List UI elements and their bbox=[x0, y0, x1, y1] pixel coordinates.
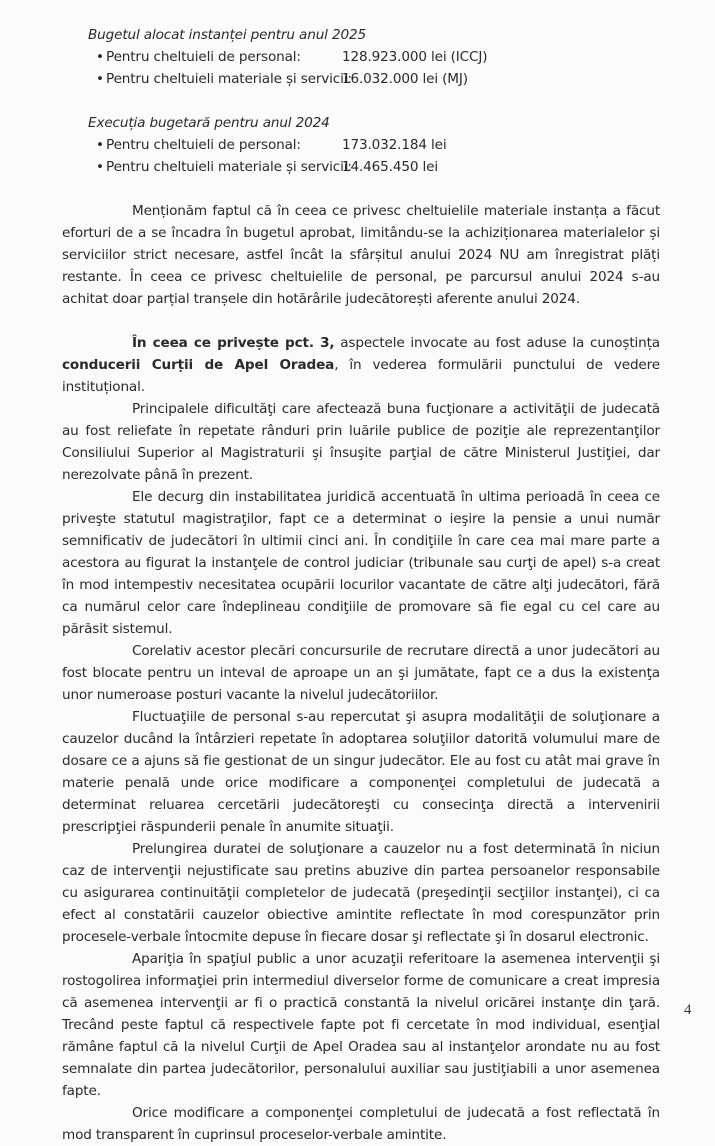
bullet-icon: • bbox=[96, 49, 104, 65]
budget-2025-item: • Pentru cheltuieli de personal: 128.923.000 lei (ICCJ) bbox=[96, 46, 660, 68]
paragraph: Corelativ acestor plecări concursurile de recrutare directă a unor judecători au fost blocate pentru un inteval de aproape un an şi jumătate, fapt ce a dus la existenţa unor numeroase posturi vacante la nivelul judecătoriilor. bbox=[62, 643, 660, 703]
paragraph: Principalele dificultăţi care afectează buna fucţionare a activităţii de judecată au fost reliefate în repetate rânduri prin luările publice de poziţie ale reprezentanţilor Consiliului Superior al Magistraturii şi însuşite parţial de către Ministerul Justiţiei, dar nerezolvate până în prezent. bbox=[62, 401, 660, 483]
bullet-icon: • bbox=[96, 159, 104, 175]
paragraph: Prelungirea duratei de soluţionare a cauzelor nu a fost determinată în niciun caz de intervenţii nejustificate sau pretins abuzive din partea persoanelor responsabile cu asigurarea continuităţii completelor de judecată (preşedinţii secţiilor instanţei), ci ca efect al constatării cauzelor obiective amintite reflectate în mod corespunzător prin procesele-verbale întocmite depuse în fiecare dosar şi reflectate şi în dosarul electronic. bbox=[62, 841, 660, 945]
bullet-icon: • bbox=[96, 71, 104, 87]
bullet-icon: • bbox=[96, 137, 104, 153]
paragraph: Menționăm faptul că în ceea ce privesc cheltuielile materiale instanța a făcut eforturi de a se încadra în bugetul aprobat, limitându-se la achiziționarea materialelor și serviciilor strict necesare, astfel încât la sfârșitul anului 2024 NU am înregistrat plăți restante. În ceea ce privesc cheltuielile de personal, pe parcursul anului 2024 s-au achitat doar parțial tranșele din hotărârile judecătorești aferente anului 2024. bbox=[62, 203, 660, 307]
execution-2024-title: Execuția bugetară pentru anul 2024 bbox=[88, 115, 330, 131]
paragraph: Fluctuaţiile de personal s-au repercutat şi asupra modalităţii de soluţionare a cauzelor ducând la întârzieri repetate în adoptarea soluţiilor datorită volumului mare de dosare ce a ajuns să fie gestionat de un singur judecător. Ele au fost cu atât mai grave în materie penală unde orice modificare a componenţei completului de judecată a determinat reluarea cercetării judecătoreşti cu consecinţa directă a intervenirii prescripţiei răspunderii penale în anumite situaţii. bbox=[62, 709, 660, 835]
paragraph: Ele decurg din instabilitatea juridică accentuată în ultima perioadă în ceea ce priveşte statutul magistraţilor, fapt ce a determinat o ieşire la pensie a unui număr semnificativ de judecători în ultimii cinci ani. În condiţiile în care cea mai mare parte a acestora au figurat la instanţele de control judiciar (tribunale sau curţi de apel) s-a creat în mod intempestiv necesitatea ocupării locurilor vacantate de către alţi judecători, fără ca numărul celor care îndeplineau condiţiile de promovare să fie egal cu cel care au părăsit sistemul. bbox=[62, 489, 660, 637]
paragraph: Orice modificare a componenţei completului de judecată a fost reflectată în mod transparent în cuprinsul proceselor-verbale amintite. bbox=[62, 1105, 660, 1143]
document-page bbox=[62, 24, 660, 1146]
budget-2025-title: Bugetul alocat instanței pentru anul 2025 bbox=[88, 27, 366, 43]
page-number: 4 bbox=[684, 1002, 692, 1018]
budget-2025-item: • Pentru cheltuieli materiale și servicii:16.032.000 lei (MJ) bbox=[96, 68, 660, 90]
execution-2024-item: • Pentru cheltuieli materiale și servicii:14.465.450 lei bbox=[96, 156, 660, 178]
paragraph-pct3: În ceea ce privește pct. 3, aspectele invocate au fost aduse la cunoștința conducerii Curții de Apel Oradea, în vederea formulării punctului de vedere instituțional. bbox=[62, 335, 660, 395]
paragraph: Apariţia în spaţiul public a unor acuzaţii referitoare la asemenea intervenţii şi rostogolirea informaţiei prin intermediul diverselor forme de comunicare a creat impresia că asemenea intervenţii ar fi o practică constantă la nivelul oricărei instanţe din ţară. Trecând peste faptul că respectivele fapte pot fi cercetate în mod individual, esenţial rămâne faptul că la nivelul Curţii de Apel Oradea sau al instanţelor arondate nu au fost semnalate din partea judecătorilor, personalului auxiliar sau justiţiabili a unor asemenea fapte. bbox=[62, 951, 660, 1099]
execution-2024-item: • Pentru cheltuieli de personal: 173.032.184 lei bbox=[96, 134, 660, 156]
